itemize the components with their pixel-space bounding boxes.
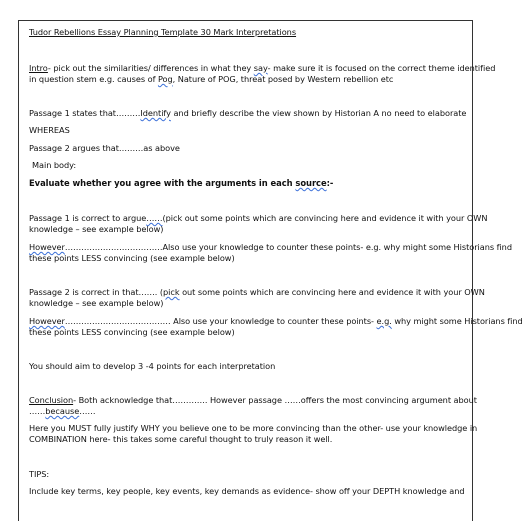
whereas-text: WHEREAS [29, 125, 70, 135]
justify-line-2: COMBINATION here- this takes some careful thought to truly reason it well. [29, 434, 333, 444]
conclusion-line-1: Conclusion- Both acknowledge that…………. However passage ……offers the most convincing argument about [29, 395, 477, 405]
intro-label: Intro [29, 63, 48, 73]
intro-line-2: in question stem e.g. causes of Pog, Nature of POG, threat posed by Western rebellion etc [29, 74, 394, 84]
p2-however-line-2: these points LESS convincing (see example below) [29, 327, 235, 337]
intro-line-1: Intro- pick out the similarities/ differences in what they say- make sure it is focused on the correct theme identified [29, 63, 496, 73]
p1-correct-line-2: knowledge – see example below) [29, 224, 164, 234]
p2-correct-line-2: knowledge – see example below) [29, 298, 164, 308]
evaluate-heading: Evaluate whether you agree with the arguments in each source:- [29, 178, 334, 188]
passage2-statement: Passage 2 argues that………as above [29, 143, 180, 153]
conclusion-line-2: ……because…… [29, 406, 96, 416]
p1-however-line-1: However………………………………Also use your knowledge to counter these points- e.g. why might some Historians find [29, 242, 512, 252]
justify-line-1: Here you MUST fully justify WHY you believe one to be more convincing than the other- use your knowledge in [29, 423, 478, 433]
p1-correct-line-1: Passage 1 is correct to argue……(pick out some points which are convincing here and evidence it with your OWN [29, 213, 488, 223]
passage1-statement: Passage 1 states that………Identify and briefly describe the view shown by Historian A no need to elaborate [29, 108, 467, 118]
tips-label: TIPS: [29, 469, 50, 479]
aim-text: You should aim to develop 3 -4 points for each interpretation [29, 361, 276, 371]
main-body-heading: Main body: [32, 160, 77, 170]
document-title: Tudor Rebellions Essay Planning Template 30 Mark Interpretations [29, 27, 297, 37]
document-page-frame [18, 20, 473, 521]
p2-however-line-1: However………………………………… Also use your knowledge to counter these points- e.g. why might some Historians find [29, 316, 523, 326]
tips-line-1: Include key terms, key people, key events, key demands as evidence- show off your DEPTH knowledge and [29, 486, 465, 496]
p2-correct-line-1: Passage 2 is correct in that……. (pick out some points which are convincing here and evidence it with your OWN [29, 287, 485, 297]
p1-however-line-2: these points LESS convincing (see example below) [29, 253, 235, 263]
